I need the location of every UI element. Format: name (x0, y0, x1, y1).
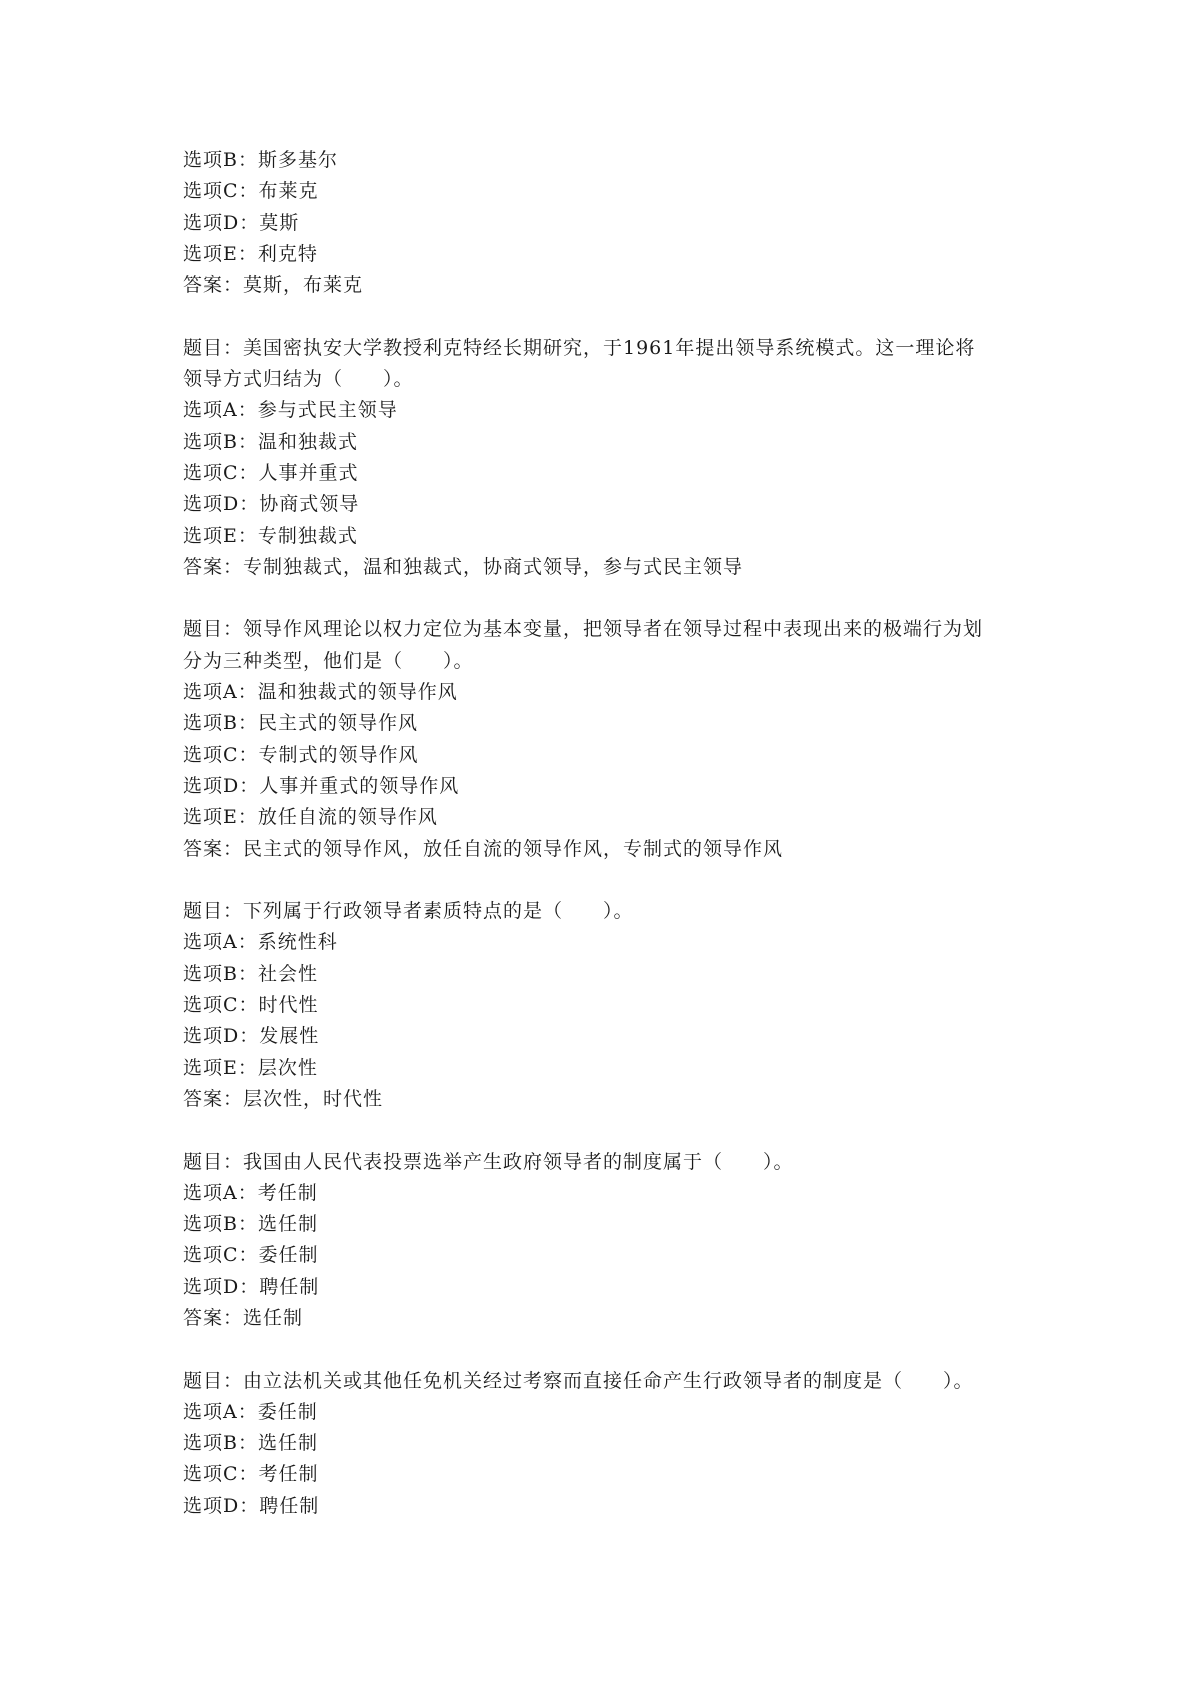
spacer (183, 865, 1023, 896)
question-block-4 (183, 1147, 1023, 1335)
option-d: 选项D：聘任制 (183, 1494, 320, 1517)
option-c: 选项C：专制式的领导作风 (183, 743, 419, 766)
option-c: 选项C：布莱克 (183, 180, 319, 203)
answer: 答案：民主式的领导作风，放任自流的领导作风，专制式的领导作风 (183, 837, 784, 860)
option-c: 选项C：人事并重式 (183, 461, 359, 484)
option-c: 选项C：考任制 (183, 1463, 319, 1486)
option-c: 选项C：时代性 (183, 994, 319, 1017)
option-e: 选项E：放任自流的领导作风 (183, 806, 438, 829)
question-text: 题目：由立法机关或其他任免机关经过考察而直接任命产生行政领导者的制度是（ ）。 (183, 1369, 974, 1392)
answer: 答案：层次性，时代性 (183, 1087, 384, 1110)
option-a: 选项A：参与式民主领导 (183, 399, 398, 422)
question-text: 题目：领导作风理论以权力定位为基本变量，把领导者在领导过程中表现出来的极端行为划 (183, 618, 984, 641)
option-a: 选项A：考任制 (183, 1181, 318, 1204)
question-text: 题目：美国密执安大学教授利克特经长期研究，于1961年提出领导系统模式。这一理论将 (183, 336, 976, 359)
option-b: 选项B：民主式的领导作风 (183, 712, 418, 735)
question-text: 题目：我国由人民代表投票选举产生政府领导者的制度属于（ ）。 (183, 1150, 794, 1173)
answer: 答案：莫斯，布莱克 (183, 274, 364, 297)
question-text: 题目：下列属于行政领导者素质特点的是（ ）。 (183, 900, 634, 923)
option-a: 选项A：系统性科 (183, 931, 338, 954)
question-block-5 (183, 1366, 1023, 1522)
question-block-2 (183, 614, 1023, 864)
spacer (183, 301, 1023, 332)
question-block-1 (183, 333, 1023, 583)
option-b: 选项B：选任制 (183, 1432, 318, 1455)
option-d: 选项D：发展性 (183, 1025, 320, 1048)
document-page (183, 145, 1023, 1522)
option-b: 选项B：社会性 (183, 962, 318, 985)
spacer (183, 1115, 1023, 1146)
answer: 答案：专制独裁式，温和独裁式，协商式领导，参与式民主领导 (183, 555, 744, 578)
answer: 答案：选任制 (183, 1306, 304, 1329)
option-b: 选项B：选任制 (183, 1213, 318, 1236)
option-d: 选项D：人事并重式的领导作风 (183, 774, 460, 797)
question-block-intro (183, 145, 1023, 301)
spacer (183, 1334, 1023, 1365)
spacer (183, 583, 1023, 614)
option-c: 选项C：委任制 (183, 1244, 319, 1267)
option-e: 选项E：利克特 (183, 242, 318, 265)
option-d: 选项D：协商式领导 (183, 493, 360, 516)
option-d: 选项D：聘任制 (183, 1275, 320, 1298)
option-e: 选项E：层次性 (183, 1056, 318, 1079)
option-a: 选项A：委任制 (183, 1400, 318, 1423)
question-text-cont: 分为三种类型，他们是（ ）。 (183, 649, 474, 672)
question-text-cont: 领导方式归结为（ ）。 (183, 368, 414, 391)
option-a: 选项A：温和独裁式的领导作风 (183, 681, 458, 704)
option-b: 选项B：斯多基尔 (183, 149, 338, 171)
question-block-3 (183, 896, 1023, 1115)
option-e: 选项E：专制独裁式 (183, 524, 358, 547)
option-b: 选项B：温和独裁式 (183, 430, 358, 453)
option-d: 选项D：莫斯 (183, 211, 300, 234)
